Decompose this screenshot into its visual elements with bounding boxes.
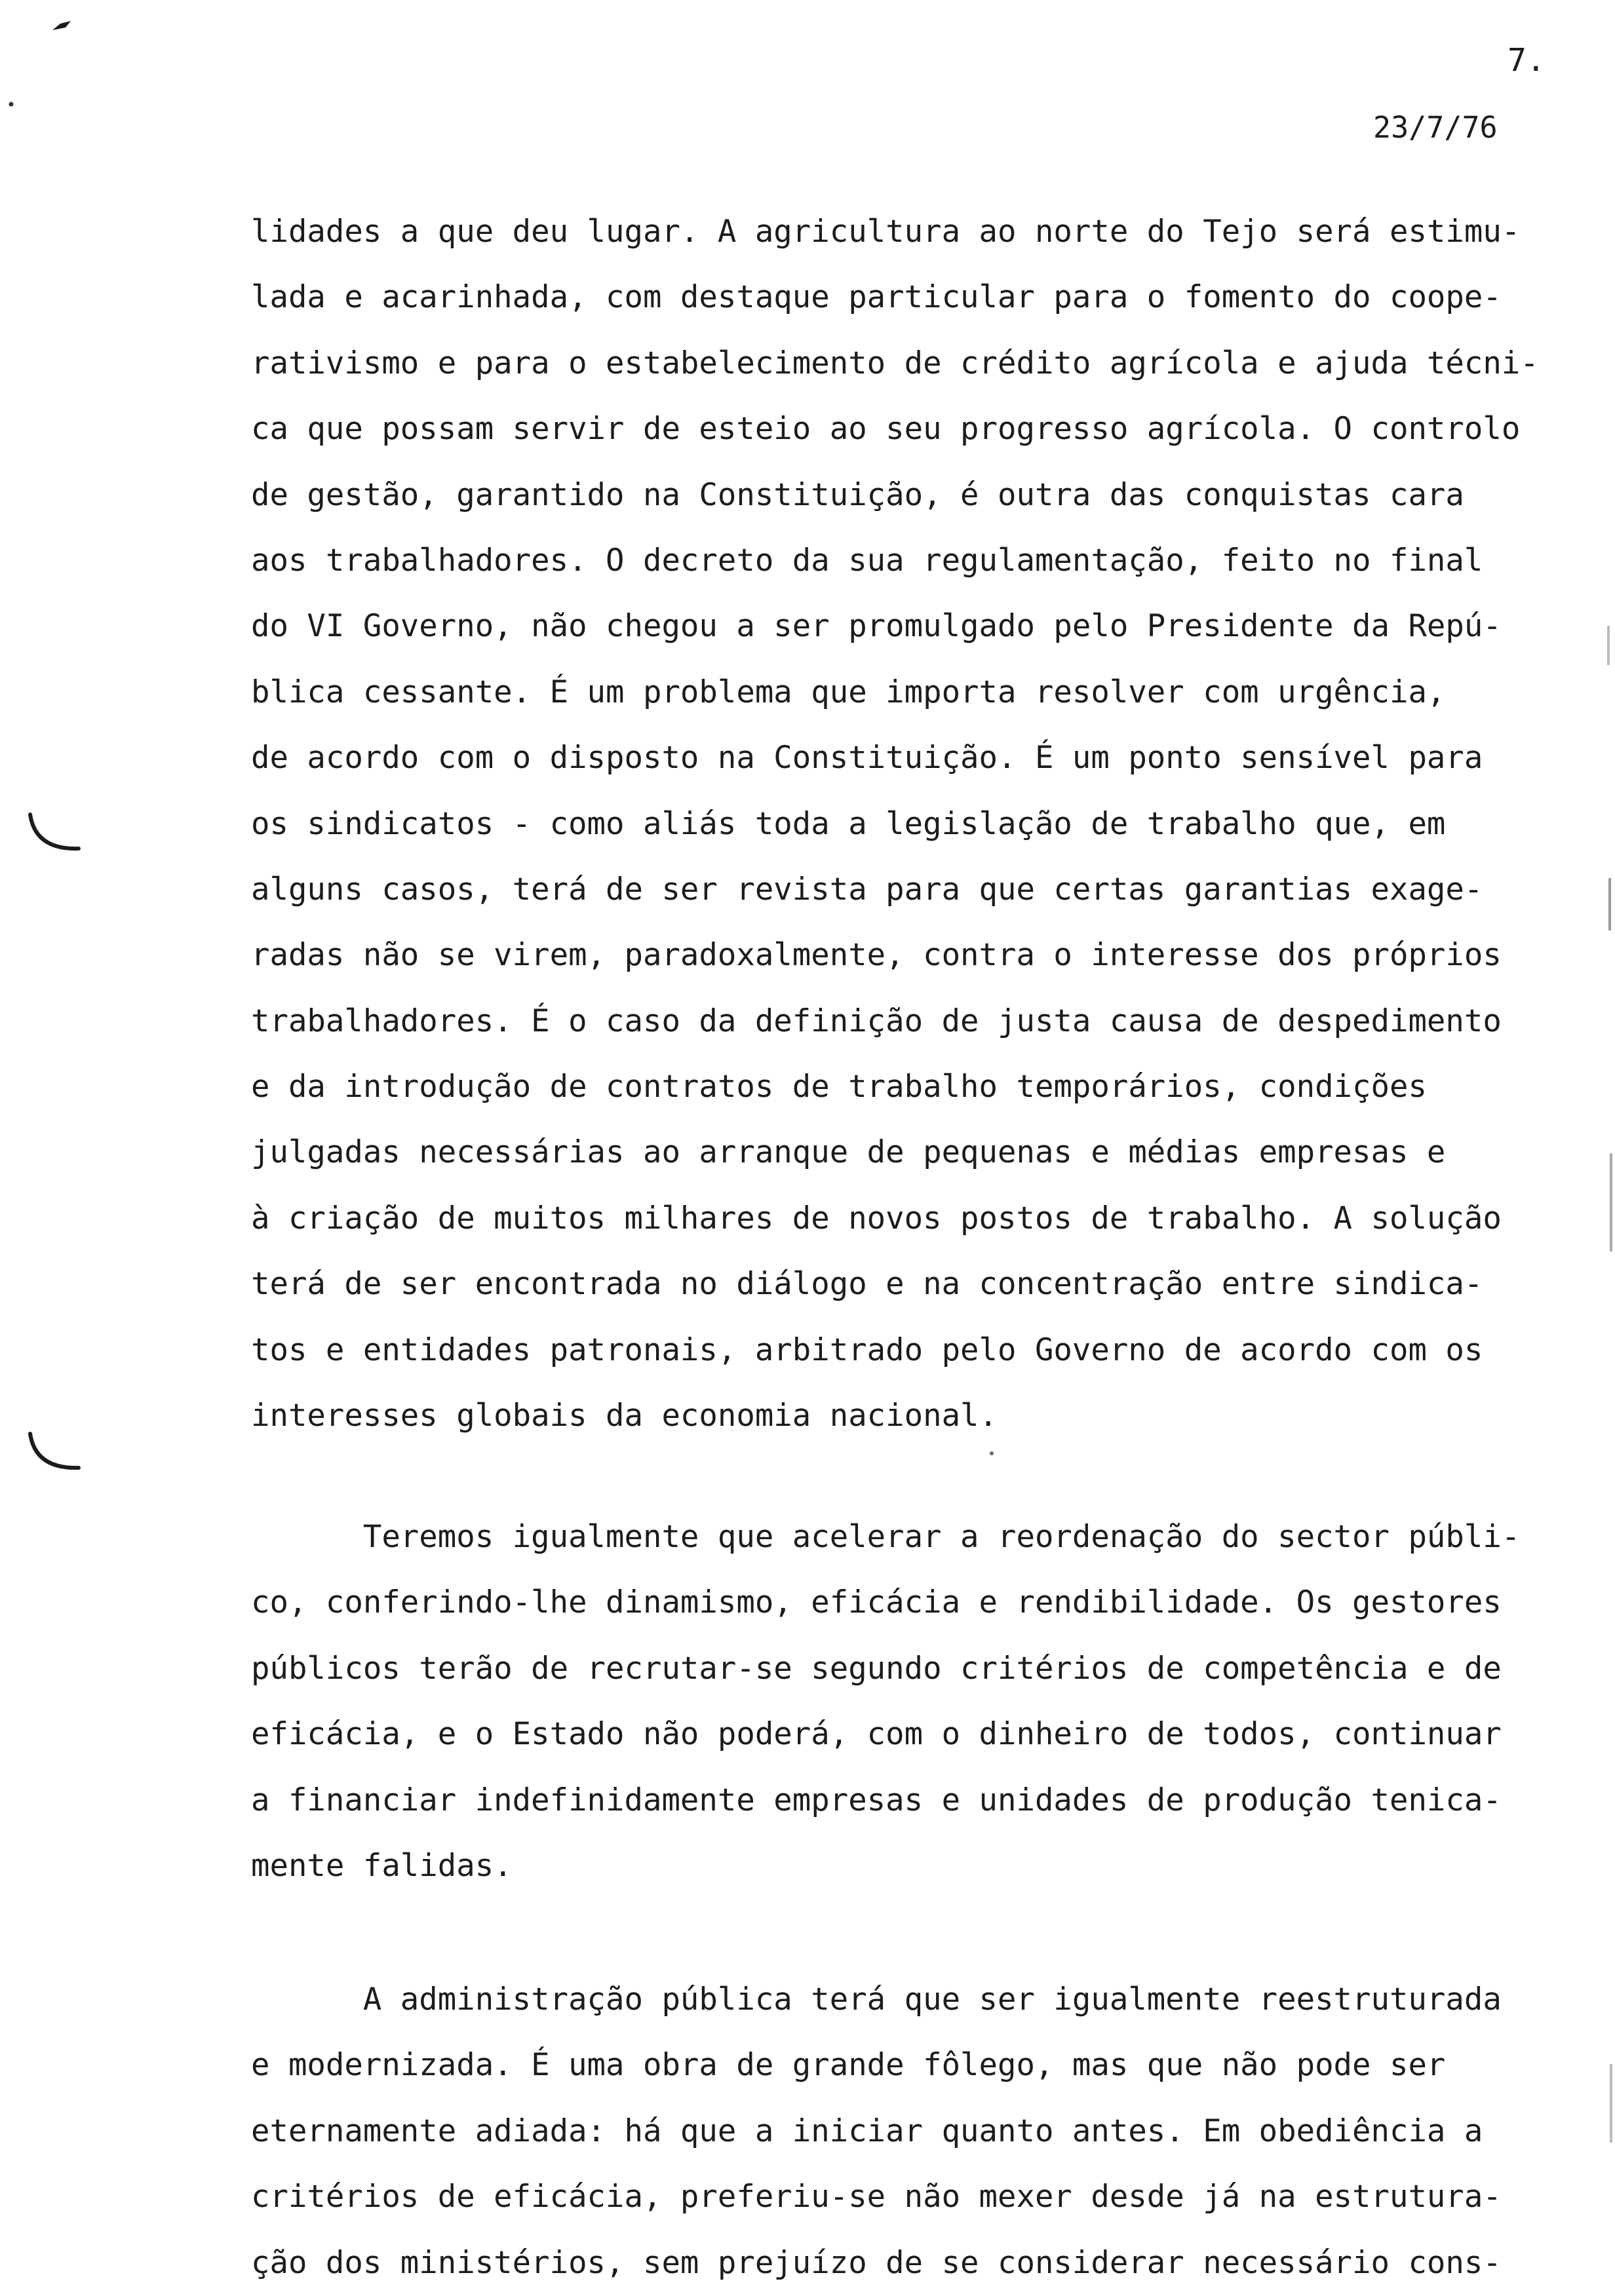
text-line: trabalhadores. É o caso da definição de justa causa de despedimento (251, 1003, 1502, 1039)
text-line: julgadas necessárias ao arranque de pequenas e médias empresas e (251, 1134, 1446, 1171)
text-line: lidades a que deu lugar. A agricultura ao norte do Tejo será estimu- (251, 214, 1521, 250)
text-line: terá de ser encontrada no diálogo e na concentração entre sindica- (251, 1266, 1483, 1303)
text-line: os sindicatos - como aliás toda a legislação de trabalho que, em (251, 805, 1446, 842)
text-line: públicos terão de recrutar-se segundo critérios de competência e de (251, 1650, 1502, 1687)
text-line: A administração pública terá que ser igualmente reestruturada (251, 1981, 1502, 2018)
edge-scan-mark (1610, 2064, 1612, 2143)
text-line: eternamente adiada: há que a iniciar quanto antes. Em obediência a (251, 2113, 1483, 2149)
text-line: rativismo e para o estabelecimento de crédito agrícola e ajuda técni- (251, 345, 1539, 381)
text-line: ção dos ministérios, sem prejuízo de se considerar necessário cons- (251, 2244, 1502, 2281)
text-line: à criação de muitos milhares de novos postos de trabalho. A solução (251, 1200, 1502, 1236)
text-line: blica cessante. É um problema que importa resolver com urgência, (251, 674, 1446, 710)
text-line: alguns casos, terá de ser revista para que certas garantias exage- (251, 871, 1483, 908)
paragraph (251, 1967, 1601, 2296)
edge-scan-mark (1607, 626, 1610, 665)
paragraph (251, 1504, 1601, 1899)
punch-hole-arc-icon (26, 809, 82, 858)
page-number: 7. (1508, 42, 1546, 79)
text-line: Teremos igualmente que acelerar a reordenação do sector públi- (251, 1519, 1521, 1555)
text-line: mente falidas. (251, 1847, 513, 1884)
edge-scan-mark (1610, 1153, 1612, 1252)
edge-scan-mark (1608, 878, 1611, 930)
text-line: e da introdução de contratos de trabalho temporários, condições (251, 1069, 1427, 1105)
text-line: critérios de eficácia, preferiu-se não mexer desde já na estrutura- (251, 2179, 1502, 2215)
text-line: co, conferindo-lhe dinamismo, eficácia e rendibilidade. Os gestores (251, 1584, 1502, 1621)
text-line: do VI Governo, não chegou a ser promulgado pelo Presidente da Repú- (251, 608, 1502, 645)
text-line: e modernizada. É uma obra de grande fôlego, mas que não pode ser (251, 2047, 1446, 2084)
text-line: a financiar indefinidamente empresas e unidades de produção tenica- (251, 1782, 1502, 1818)
text-line: aos trabalhadores. O decreto da sua regulamentação, feito no final (251, 542, 1483, 579)
text-line: eficácia, e o Estado não poderá, com o dinheiro de todos, continuar (251, 1716, 1502, 1753)
text-line: ca que possam servir de esteio ao seu progresso agrícola. O controlo (251, 411, 1521, 448)
text-line: tos e entidades patronais, arbitrado pelo Governo de acordo com os (251, 1331, 1483, 1368)
punch-hole-arc-icon (26, 1428, 82, 1478)
text-line: interesses globais da economia nacional. (251, 1398, 998, 1434)
ink-dot-icon (8, 101, 14, 107)
document-date: 23/7/76 (1373, 110, 1498, 145)
text-line: lada e acarinhada, com destaque particular para o fomento do coope- (251, 279, 1502, 316)
text-line: de acordo com o disposto na Constituição. É um ponto sensível para (251, 740, 1483, 776)
text-line: radas não se virem, paradoxalmente, contra o interesse dos próprios (251, 937, 1502, 974)
ink-speck (990, 1451, 994, 1455)
ink-mark-icon (51, 18, 72, 33)
text-line: de gestão, garantido na Constituição, é outra das conquistas cara (251, 476, 1464, 513)
paragraph (251, 199, 1601, 1449)
